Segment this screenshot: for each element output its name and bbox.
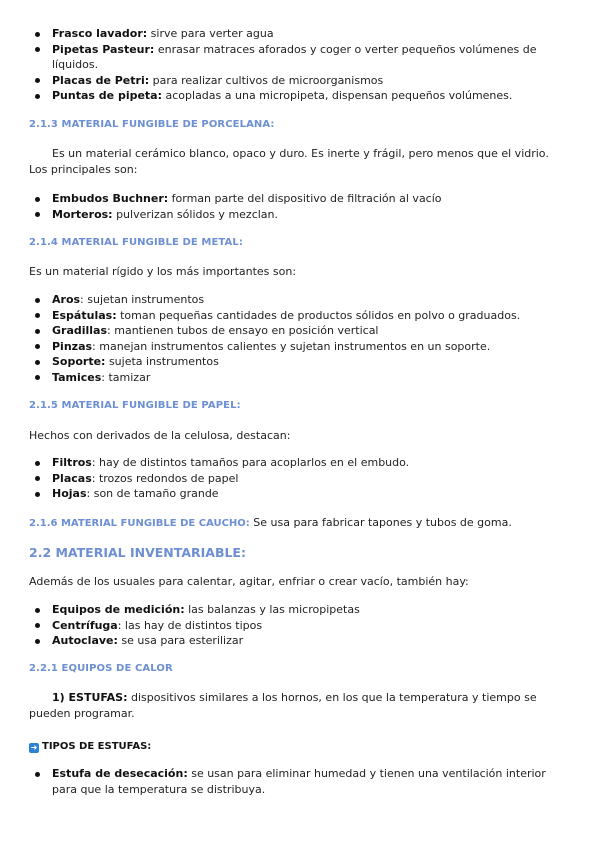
tipos-estufas-line [29, 738, 570, 755]
list-item-term: Frasco lavador: [52, 27, 148, 40]
caucho-text: Se usa para fabricar tapones y tubos de goma. [249, 516, 512, 529]
bullet-list [29, 292, 570, 386]
intro-porcelana: Es un material cerámico blanco, opaco y duro. Es inerte y frágil, pero menos que el vidrio. Los principales son: [29, 147, 549, 176]
list-item [29, 191, 570, 207]
list-item-description: : tamizar [101, 370, 151, 384]
list-item-description: forman parte del dispositivo de filtración al vacío [168, 192, 442, 205]
list-item [29, 354, 570, 370]
list-item [29, 339, 570, 355]
list-item [29, 73, 570, 89]
list-item [29, 766, 570, 797]
list-metal [29, 292, 570, 386]
list-item [29, 88, 570, 104]
list-item-term: Soporte: [52, 355, 106, 369]
heading-porcelana: 2.1.3 MATERIAL FUNGIBLE DE PORCELANA: [29, 119, 275, 130]
list-item [29, 370, 570, 386]
list-item-term: Equipos de medición: [52, 603, 185, 616]
intro-papel: Hechos con derivados de la celulosa, destacan: [29, 429, 291, 442]
estufas-text: dispositivos similares a los hornos, en los que la temperatura y tiempo se pueden programar. [29, 691, 537, 720]
list-item [29, 602, 570, 618]
list-item-description: pulverizan sólidos y mezclan. [112, 207, 279, 221]
list-item-description: sirve para verter agua [147, 27, 274, 40]
list-item-term: Estufa de desecación: [52, 767, 188, 780]
estufas-paragraph [29, 690, 570, 722]
bullet-list [29, 26, 570, 104]
list-item [29, 323, 570, 339]
list-item [29, 618, 570, 634]
list-item-term: Embudos Buchner: [52, 192, 169, 205]
list-item [29, 292, 570, 308]
list-item-term: Pinzas [52, 339, 93, 353]
list-item-term: Tamices [52, 370, 102, 384]
list-item [29, 308, 570, 324]
list-item-term: Hojas [52, 487, 87, 501]
list-item [29, 471, 570, 487]
list-item-term: Morteros: [52, 207, 113, 221]
list-estufas [29, 766, 570, 797]
list-item-description: : las hay de distintos tipos [117, 618, 263, 632]
intro-metal: Es un material rígido y los más importantes son: [29, 265, 297, 278]
list-item-term: Gradillas [52, 324, 108, 338]
bullet-list [29, 191, 570, 222]
list-item-term: Centrífuga [52, 618, 118, 632]
bullet-list [29, 455, 570, 502]
heading-inventariable: 2.2 MATERIAL INVENTARIABLE: [29, 545, 246, 560]
estufas-term: 1) ESTUFAS: [52, 691, 128, 704]
heading-papel: 2.1.5 MATERIAL FUNGIBLE DE PAPEL: [29, 400, 241, 411]
list-item [29, 633, 570, 649]
list-item-description: acopladas a una micropipeta, dispensan pequeños volúmenes. [162, 89, 513, 103]
list-item-description: se usa para esterilizar [117, 634, 244, 648]
list-item-term: Filtros [52, 456, 92, 469]
heading-equipos-calor: 2.2.1 EQUIPOS DE CALOR [29, 663, 173, 674]
list-top [29, 26, 570, 104]
list-item-term: Aros [52, 293, 81, 306]
list-item [29, 42, 570, 73]
right-arrow-icon: ➜ [30, 743, 38, 752]
list-item-description: se usan para eliminar humedad y tienen una ventilación interior para que la temperatura se distribuya. [52, 767, 546, 796]
list-item-description: toman pequeñas cantidades de productos sólidos en polvo o graduados. [116, 308, 521, 322]
list-item-description: : mantienen tubos de ensayo en posición vertical [107, 324, 379, 338]
list-item [29, 207, 570, 223]
list-papel [29, 455, 570, 502]
heading-metal: 2.1.4 MATERIAL FUNGIBLE DE METAL: [29, 237, 243, 248]
heading-caucho: 2.1.6 MATERIAL FUNGIBLE DE CAUCHO: [29, 518, 250, 529]
list-item-description: para realizar cultivos de microorganismos [149, 73, 384, 87]
list-item-description: : sujetan instrumentos [80, 293, 205, 306]
list-item-description: enrasar matraces aforados y coger o verter pequeños volúmenes de líquidos. [52, 42, 537, 72]
tipos-estufas-label: TIPOS DE ESTUFAS: [42, 741, 152, 752]
list-item-description: : hay de distintos tamaños para acoplarlos en el embudo. [91, 456, 410, 469]
list-item-term: Espátulas: [52, 308, 117, 322]
list-item-description: : manejan instrumentos calientes y sujetan instrumentos en un soporte. [92, 339, 491, 353]
list-item-term: Pipetas Pasteur: [52, 42, 155, 56]
list-item-term: Placas [52, 471, 92, 485]
list-item [29, 26, 570, 42]
list-porcelana [29, 191, 570, 222]
list-item-term: Placas de Petri: [52, 73, 150, 87]
list-item-description: : son de tamaño grande [86, 487, 219, 501]
caucho-line [29, 515, 570, 532]
list-item-description: sujeta instrumentos [105, 355, 219, 369]
list-item-term: Autoclave: [52, 634, 118, 648]
list-item-description: las balanzas y las micropipetas [184, 603, 360, 616]
bullet-list [29, 766, 570, 797]
list-inventariable [29, 602, 570, 649]
intro-inventariable: Además de los usuales para calentar, agitar, enfriar o crear vacío, también hay: [29, 575, 469, 588]
list-item-term: Puntas de pipeta: [52, 89, 163, 103]
list-item [29, 486, 570, 502]
list-item-description: : trozos redondos de papel [91, 471, 239, 485]
list-item [29, 455, 570, 471]
bullet-list [29, 602, 570, 649]
